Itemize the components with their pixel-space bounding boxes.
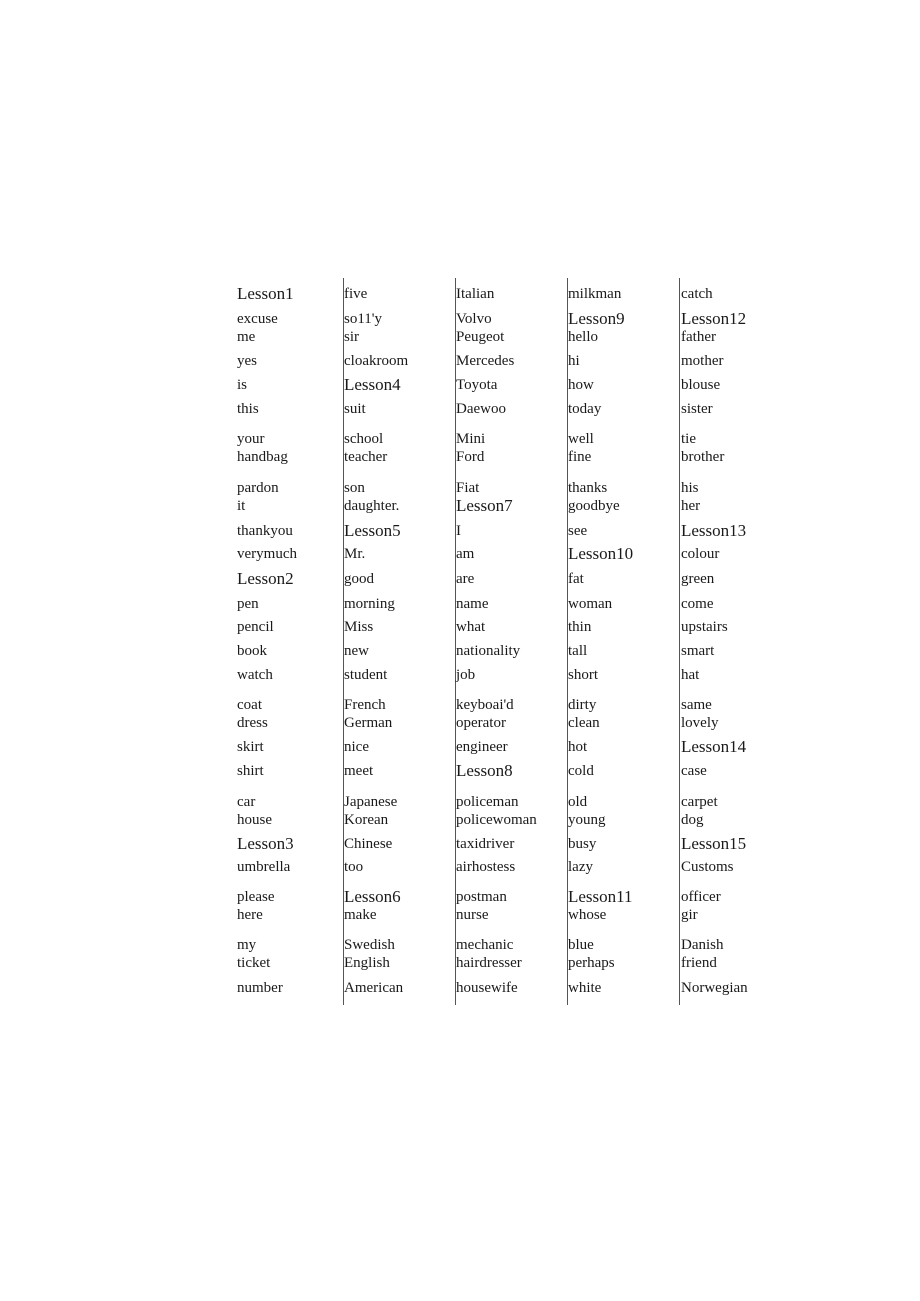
vocab-word: officer xyxy=(681,889,721,905)
vocab-cell xyxy=(237,618,274,636)
vocab-word: morning xyxy=(344,596,395,612)
vocab-cell xyxy=(344,936,395,972)
vocab-cell xyxy=(681,310,746,346)
vocab-word: this xyxy=(237,401,259,417)
vocab-cell xyxy=(681,835,746,853)
vocab-cell xyxy=(456,545,474,563)
vocab-word: today xyxy=(568,401,602,417)
vocab-cell xyxy=(568,642,587,660)
vocab-word: dirty xyxy=(568,697,597,713)
vocab-cell xyxy=(237,310,278,346)
vocab-word: are xyxy=(456,571,475,587)
vocab-cell xyxy=(568,762,594,780)
vocab-cell xyxy=(344,400,366,418)
vocab-cell xyxy=(237,858,290,876)
vocab-word: hello xyxy=(568,329,598,345)
vocab-cell xyxy=(568,888,633,924)
vocab-word: thin xyxy=(568,619,592,635)
vocab-word: thanks xyxy=(568,480,608,496)
vocab-word: verymuch xyxy=(237,546,297,562)
vocab-word: green xyxy=(681,571,715,587)
vocab-word: well xyxy=(568,431,594,447)
vocab-cell xyxy=(568,666,598,684)
vocab-cell xyxy=(237,352,257,370)
vocab-word: woman xyxy=(568,596,613,612)
lesson-heading: Lesson8 xyxy=(456,761,513,780)
vocab-cell xyxy=(456,762,513,780)
vocab-word: English xyxy=(344,955,390,971)
vocab-cell xyxy=(344,696,392,732)
vocab-cell xyxy=(456,666,475,684)
vocab-word: busy xyxy=(568,836,597,852)
vocab-word: catch xyxy=(681,286,713,302)
vocab-word: nurse xyxy=(456,907,489,923)
vocab-word: make xyxy=(344,907,377,923)
vocab-word: old xyxy=(568,794,588,810)
vocab-word: smart xyxy=(681,643,715,659)
vocab-word: hat xyxy=(681,667,700,683)
vocab-cell xyxy=(456,479,513,515)
vocab-word: clean xyxy=(568,715,600,731)
vocab-cell xyxy=(237,936,270,972)
vocab-word: me xyxy=(237,329,256,345)
vocab-cell xyxy=(681,479,700,515)
vocab-cell xyxy=(681,738,746,756)
vocab-cell xyxy=(237,979,283,997)
vocab-word: good xyxy=(344,571,374,587)
vocab-word: pencil xyxy=(237,619,274,635)
vocab-cell xyxy=(568,570,584,588)
vocab-cell xyxy=(456,936,522,972)
vocab-word: how xyxy=(568,377,594,393)
vocab-cell xyxy=(237,762,264,780)
vocab-word: young xyxy=(568,812,606,828)
vocab-word: whose xyxy=(568,907,607,923)
vocab-word: Swedish xyxy=(344,937,395,953)
vocab-cell xyxy=(237,835,294,853)
vocab-word: pen xyxy=(237,596,259,612)
vocab-word: ticket xyxy=(237,955,271,971)
vocab-word: yes xyxy=(237,353,257,369)
vocab-word: case xyxy=(681,763,707,779)
vocab-cell xyxy=(344,835,392,853)
vocab-word: Mercedes xyxy=(456,353,515,369)
vocab-word: housewife xyxy=(456,980,518,996)
lesson-heading: Lesson4 xyxy=(344,375,401,394)
vocab-cell xyxy=(456,595,488,613)
lesson-heading: Lesson12 xyxy=(681,309,747,328)
vocab-cell xyxy=(344,793,397,829)
vocab-cell xyxy=(681,762,707,780)
vocab-word: meet xyxy=(344,763,374,779)
vocab-cell xyxy=(568,352,580,370)
vocab-cell xyxy=(681,570,714,588)
vocab-word: German xyxy=(344,715,393,731)
vocab-word: too xyxy=(344,859,364,875)
vocab-cell xyxy=(344,522,401,540)
vocab-cell xyxy=(456,835,514,853)
vocab-word: Italian xyxy=(456,286,495,302)
vocab-word: Norwegian xyxy=(681,980,748,996)
vocab-word: new xyxy=(344,643,369,659)
vocab-cell xyxy=(681,936,724,972)
vocab-cell xyxy=(456,522,461,540)
vocab-word: shirt xyxy=(237,763,264,779)
vocab-word: hi xyxy=(568,353,580,369)
vocab-word: operator xyxy=(456,715,506,731)
vocab-word: Toyota xyxy=(456,377,498,393)
vocab-cell xyxy=(681,522,746,540)
vocab-cell xyxy=(568,479,620,515)
vocab-cell xyxy=(456,979,518,997)
vocab-word: Danish xyxy=(681,937,724,953)
vocab-word: come xyxy=(681,596,714,612)
vocab-word: am xyxy=(456,546,475,562)
vocab-cell xyxy=(344,858,363,876)
vocab-word: name xyxy=(456,596,489,612)
vocab-cell xyxy=(456,352,514,370)
vocab-word: daughter. xyxy=(344,498,400,514)
vocab-word: mother xyxy=(681,353,724,369)
vocab-word: skirt xyxy=(237,739,264,755)
vocab-cell xyxy=(237,545,297,563)
vocab-cell xyxy=(344,762,373,780)
vocab-cell xyxy=(568,430,594,466)
vocab-word: tie xyxy=(681,431,696,447)
vocab-cell xyxy=(344,979,403,997)
vocab-word: upstairs xyxy=(681,619,728,635)
vocab-word: Chinese xyxy=(344,836,393,852)
vocab-word: nice xyxy=(344,739,369,755)
vocab-cell xyxy=(237,479,279,515)
vocab-word: perhaps xyxy=(568,955,615,971)
vocab-word: job xyxy=(456,667,476,683)
vocab-word: here xyxy=(237,907,263,923)
vocab-cell xyxy=(456,738,508,756)
vocab-cell xyxy=(344,738,369,756)
vocab-word: lovely xyxy=(681,715,719,731)
vocab-cell xyxy=(568,595,612,613)
vocab-cell xyxy=(237,570,294,588)
vocab-word: fine xyxy=(568,449,592,465)
vocab-cell xyxy=(237,376,247,394)
vocab-word: airhostess xyxy=(456,859,516,875)
vocab-word: hot xyxy=(568,739,588,755)
vocab-word: hairdresser xyxy=(456,955,522,971)
vocab-cell xyxy=(237,430,288,466)
vocab-cell xyxy=(344,595,395,613)
vocab-cell xyxy=(237,595,259,613)
vocab-word: Miss xyxy=(344,619,374,635)
vocab-word: cloakroom xyxy=(344,353,409,369)
vocab-word: policewoman xyxy=(456,812,537,828)
vocab-word: see xyxy=(568,523,588,539)
vocab-word: I xyxy=(456,523,461,539)
vocab-cell xyxy=(344,479,399,515)
vocab-word: father xyxy=(681,329,716,345)
vocab-word: gir xyxy=(681,907,698,923)
vocab-cell xyxy=(681,545,719,563)
vocab-cell xyxy=(681,618,728,636)
vocab-cell xyxy=(681,888,721,924)
lesson-heading: Lesson3 xyxy=(237,834,294,853)
vocab-word: colour xyxy=(681,546,720,562)
vocab-cell xyxy=(568,400,601,418)
vocab-word: French xyxy=(344,697,386,713)
vocab-cell xyxy=(456,642,520,660)
lesson-heading: Lesson5 xyxy=(344,521,401,540)
vocab-word: short xyxy=(568,667,598,683)
vocab-cell xyxy=(568,545,633,563)
vocab-word: sister xyxy=(681,401,713,417)
vocab-word: American xyxy=(344,980,404,996)
vocab-cell xyxy=(568,376,594,394)
vocab-cell xyxy=(568,696,600,732)
vocab-cell xyxy=(681,793,718,829)
vocab-word: her xyxy=(681,498,701,514)
vocab-cell xyxy=(568,618,591,636)
vocab-word: white xyxy=(568,980,602,996)
vocab-word: cold xyxy=(568,763,594,779)
vocab-cell xyxy=(344,618,373,636)
vocab-cell xyxy=(344,666,387,684)
vocab-cell xyxy=(568,310,625,346)
vocab-cell xyxy=(568,936,615,972)
vocab-cell xyxy=(681,696,719,732)
vocab-word: is xyxy=(237,377,248,393)
vocab-cell xyxy=(237,400,259,418)
vocab-cell xyxy=(456,570,474,588)
vocab-cell xyxy=(456,400,506,418)
vocab-word: Fiat xyxy=(456,480,480,496)
vocab-word: Mr. xyxy=(344,546,366,562)
vocab-word: engineer xyxy=(456,739,508,755)
vocab-word: umbrella xyxy=(237,859,291,875)
vocab-word: dress xyxy=(237,715,268,731)
vocab-cell xyxy=(681,595,713,613)
vocab-word: car xyxy=(237,794,256,810)
vocab-cell xyxy=(237,642,267,660)
lesson-heading: Lesson2 xyxy=(237,569,294,588)
lesson-heading: Lesson1 xyxy=(237,284,294,303)
vocab-cell xyxy=(456,430,485,466)
vocab-word: suit xyxy=(344,401,366,417)
lesson-heading: Lesson6 xyxy=(344,887,401,906)
vocab-word: Peugeot xyxy=(456,329,505,345)
vocab-cell xyxy=(681,376,720,394)
vocab-cell xyxy=(456,888,507,924)
vocab-word: tall xyxy=(568,643,588,659)
vocab-cell xyxy=(568,858,593,876)
vocab-cell xyxy=(344,430,387,466)
vocab-cell xyxy=(344,570,374,588)
vocab-cell xyxy=(681,642,714,660)
vocab-cell xyxy=(568,285,621,303)
vocab-cell xyxy=(568,793,606,829)
vocab-cell xyxy=(456,793,537,829)
vocab-word: Customs xyxy=(681,859,734,875)
vocab-word: book xyxy=(237,643,267,659)
vocab-word: pardon xyxy=(237,480,279,496)
vocab-word: so11'y xyxy=(344,311,382,327)
vocab-cell xyxy=(237,793,272,829)
vocab-word: student xyxy=(344,667,388,683)
vocab-word: sir xyxy=(344,329,359,345)
vocab-cell xyxy=(456,285,494,303)
vocab-cell xyxy=(344,285,367,303)
vocab-cell xyxy=(568,835,596,853)
vocab-cell xyxy=(237,696,268,732)
vocab-word: teacher xyxy=(344,449,388,465)
vocab-cell xyxy=(237,522,293,540)
vocab-cell xyxy=(237,888,274,924)
vocab-cell xyxy=(456,618,485,636)
vocab-cell xyxy=(344,888,401,924)
lesson-heading: Lesson7 xyxy=(456,496,513,515)
vocab-word: handbag xyxy=(237,449,288,465)
lesson-heading: Lesson13 xyxy=(681,521,747,540)
vocab-word: Daewoo xyxy=(456,401,506,417)
vocab-cell xyxy=(456,376,497,394)
vocab-word: taxidriver xyxy=(456,836,515,852)
lesson-heading: Lesson9 xyxy=(568,309,625,328)
lesson-heading: Lesson11 xyxy=(568,887,633,906)
vocab-cell xyxy=(681,979,748,997)
vocab-word: son xyxy=(344,480,365,496)
vocab-word: watch xyxy=(237,667,273,683)
vocab-cell xyxy=(456,310,504,346)
vocab-cell xyxy=(681,430,724,466)
vocab-word: blue xyxy=(568,937,594,953)
vocab-word: five xyxy=(344,286,368,302)
vocab-cell xyxy=(344,310,382,346)
vocab-word: friend xyxy=(681,955,717,971)
vocab-word: policeman xyxy=(456,794,519,810)
vocab-word: Korean xyxy=(344,812,389,828)
vocab-word: your xyxy=(237,431,265,447)
vocab-word: fat xyxy=(568,571,584,587)
vocab-word: keyboai'd xyxy=(456,697,514,713)
vocab-word: number xyxy=(237,980,283,996)
vocab-cell xyxy=(344,352,408,370)
vocab-cell xyxy=(681,858,734,876)
vocab-cell xyxy=(456,696,514,732)
vocab-word: carpet xyxy=(681,794,718,810)
vocab-word: same xyxy=(681,697,712,713)
vocab-cell xyxy=(568,522,587,540)
vocab-cell xyxy=(344,545,365,563)
vocab-cell xyxy=(681,352,724,370)
vocab-word: excuse xyxy=(237,311,278,327)
vocab-cell xyxy=(344,376,401,394)
vocab-word: nationality xyxy=(456,643,521,659)
vocab-cell xyxy=(681,666,699,684)
vocab-word: goodbye xyxy=(568,498,620,514)
vocab-word: thankyou xyxy=(237,523,293,539)
vocab-cell xyxy=(568,738,587,756)
vocab-word: school xyxy=(344,431,384,447)
vocab-word: mechanic xyxy=(456,937,514,953)
vocab-word: Ford xyxy=(456,449,485,465)
vocab-word: postman xyxy=(456,889,507,905)
vocab-word: please xyxy=(237,889,275,905)
vocab-cell xyxy=(344,642,369,660)
lesson-heading: Lesson10 xyxy=(568,544,634,563)
vocab-cell xyxy=(237,738,264,756)
vocab-cell xyxy=(568,979,601,997)
vocab-word: coat xyxy=(237,697,262,713)
vocab-cell xyxy=(681,400,713,418)
vocab-word: Volvo xyxy=(456,311,492,327)
lesson-heading: Lesson14 xyxy=(681,737,747,756)
vocab-word: what xyxy=(456,619,486,635)
vocab-cell xyxy=(456,858,515,876)
lesson-heading: Lesson15 xyxy=(681,834,747,853)
vocab-word: dog xyxy=(681,812,704,828)
vocab-cell xyxy=(681,285,713,303)
vocab-word: blouse xyxy=(681,377,721,393)
vocab-word: lazy xyxy=(568,859,593,875)
vocab-word: milkman xyxy=(568,286,622,302)
column-divider xyxy=(679,278,680,1005)
vocab-word: it xyxy=(237,498,246,514)
vocab-word: brother xyxy=(681,449,725,465)
vocab-cell xyxy=(237,285,294,303)
vocab-word: house xyxy=(237,812,272,828)
vocab-cell xyxy=(237,666,273,684)
vocab-word: his xyxy=(681,480,699,496)
vocab-word: Mini xyxy=(456,431,486,447)
vocab-word: Japanese xyxy=(344,794,398,810)
vocab-word: my xyxy=(237,937,257,953)
